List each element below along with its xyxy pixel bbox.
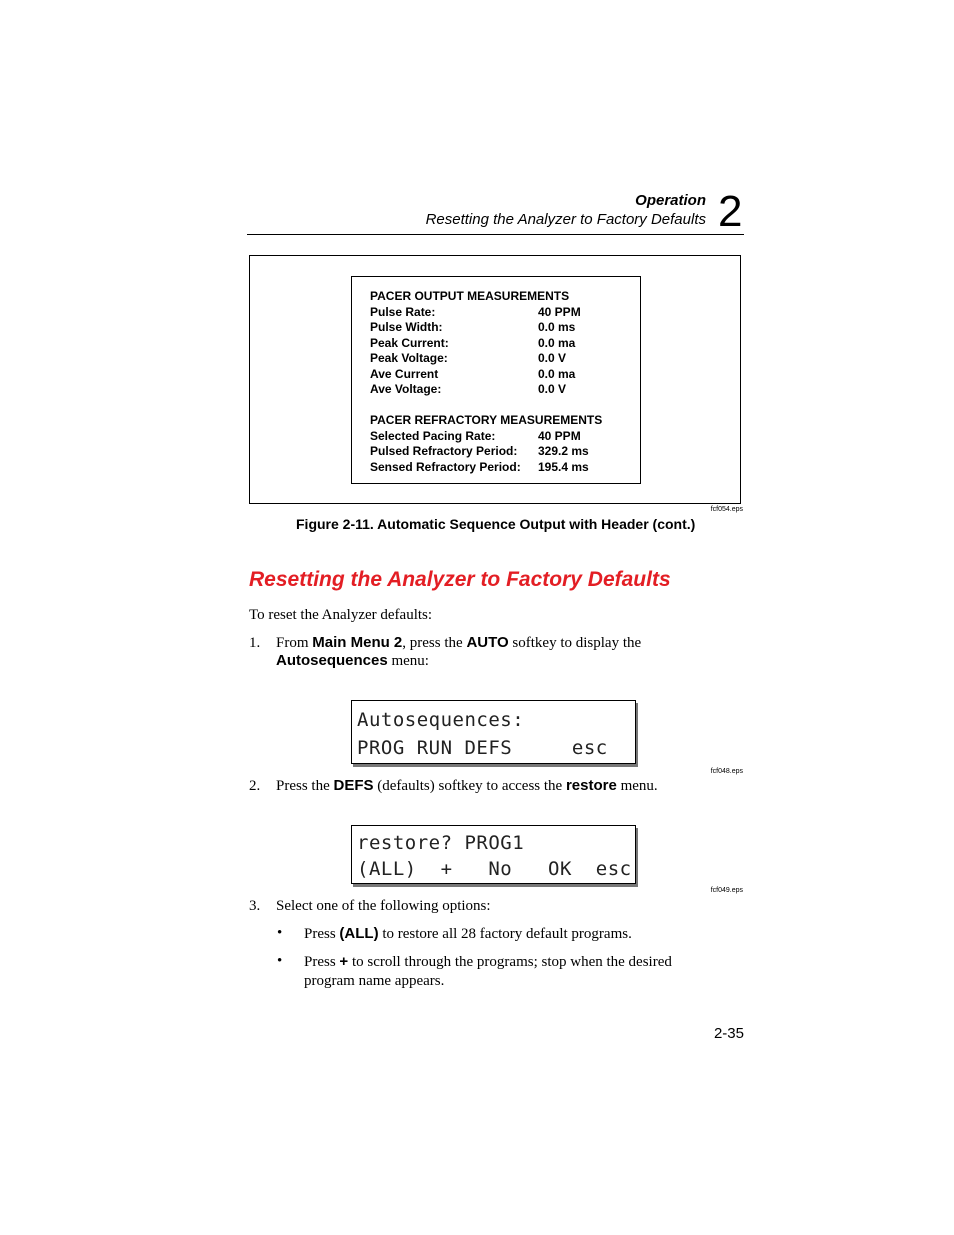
menu-name: Main Menu 2 bbox=[312, 634, 403, 651]
softkey-name: AUTO bbox=[466, 634, 509, 651]
measurement-label: Peak Voltage: bbox=[370, 351, 448, 365]
bullet-item: Press (ALL) to restore all 28 factory default programs. bbox=[304, 925, 632, 942]
measurement-label: Selected Pacing Rate: bbox=[370, 429, 496, 443]
figure-caption: Figure 2-11. Automatic Sequence Output with Header (cont.) bbox=[296, 516, 696, 532]
running-header-subsection: Resetting the Analyzer to Factory Defaults bbox=[425, 211, 706, 228]
measurement-value: 0.0 V bbox=[538, 382, 567, 396]
measurement-value: 0.0 ms bbox=[538, 320, 576, 334]
lcd-line-2: PROG RUN DEFS esc bbox=[357, 737, 608, 759]
measurement-value: 0.0 V bbox=[538, 351, 567, 365]
lcd-line-2: (ALL) + No OK esc bbox=[357, 858, 632, 880]
measurement-label: Pulse Rate: bbox=[370, 305, 436, 319]
step-number: 1. bbox=[249, 635, 261, 651]
chapter-number: 2 bbox=[718, 187, 743, 236]
bullet-icon: • bbox=[277, 953, 283, 969]
bullet-icon: • bbox=[277, 925, 283, 941]
lcd-line-1: restore? PROG1 bbox=[357, 832, 525, 854]
step-1-text: From Main Menu 2, press the AUTO softkey to display the bbox=[276, 634, 642, 651]
menu-name: Autosequences bbox=[276, 652, 388, 669]
measurement-value: 329.2 ms bbox=[538, 444, 589, 458]
softkey-name: (ALL) bbox=[339, 925, 379, 942]
measurement-label: Ave Current bbox=[370, 367, 439, 381]
running-header-section: Operation bbox=[635, 192, 706, 209]
menu-name: restore bbox=[565, 777, 617, 794]
page-number: 2-35 bbox=[713, 1025, 744, 1042]
section-heading: Resetting the Analyzer to Factory Defaults bbox=[249, 568, 671, 591]
step-number: 2. bbox=[249, 778, 261, 794]
figure-file-name: fcf048.eps bbox=[710, 768, 743, 775]
lcd-display-autosequences bbox=[351, 700, 636, 764]
step-3-text: Select one of the following options: bbox=[276, 898, 491, 914]
measurement-label: Pulsed Refractory Period: bbox=[370, 444, 518, 458]
figure-file-name: fcf049.eps bbox=[710, 887, 743, 894]
intro-text: To reset the Analyzer defaults: bbox=[249, 607, 433, 623]
softkey-name: + bbox=[339, 953, 349, 970]
measurement-value: 0.0 ma bbox=[538, 367, 576, 381]
step-number: 3. bbox=[249, 898, 261, 914]
step-1-text-cont: Autosequences menu: bbox=[276, 652, 429, 669]
measurement-label: Sensed Refractory Period: bbox=[370, 460, 521, 474]
measurement-value: 195.4 ms bbox=[538, 460, 589, 474]
measurement-label: Ave Voltage: bbox=[370, 382, 442, 396]
lcd-line-1: Autosequences: bbox=[357, 709, 525, 731]
lcd-display-restore bbox=[351, 825, 636, 884]
measurement-value: 40 PPM bbox=[538, 305, 581, 319]
measurement-value: 0.0 ma bbox=[538, 336, 576, 350]
step-2-text: Press the DEFS (defaults) softkey to access the restore menu. bbox=[276, 777, 658, 794]
measurement-label: Peak Current: bbox=[370, 336, 449, 350]
header-rule bbox=[247, 234, 744, 235]
bullet-item: Press + to scroll through the programs; stop when the desired bbox=[304, 953, 672, 970]
pacer-output-title: PACER OUTPUT MEASUREMENTS bbox=[370, 289, 570, 303]
measurement-label: Pulse Width: bbox=[370, 320, 443, 334]
measurement-value: 40 PPM bbox=[538, 429, 581, 443]
softkey-name: DEFS bbox=[333, 777, 374, 794]
pacer-refractory-title: PACER REFRACTORY MEASUREMENTS bbox=[370, 413, 603, 427]
figure-file-name: fcf054.eps bbox=[710, 506, 743, 513]
bullet-item-cont: program name appears. bbox=[304, 973, 445, 989]
